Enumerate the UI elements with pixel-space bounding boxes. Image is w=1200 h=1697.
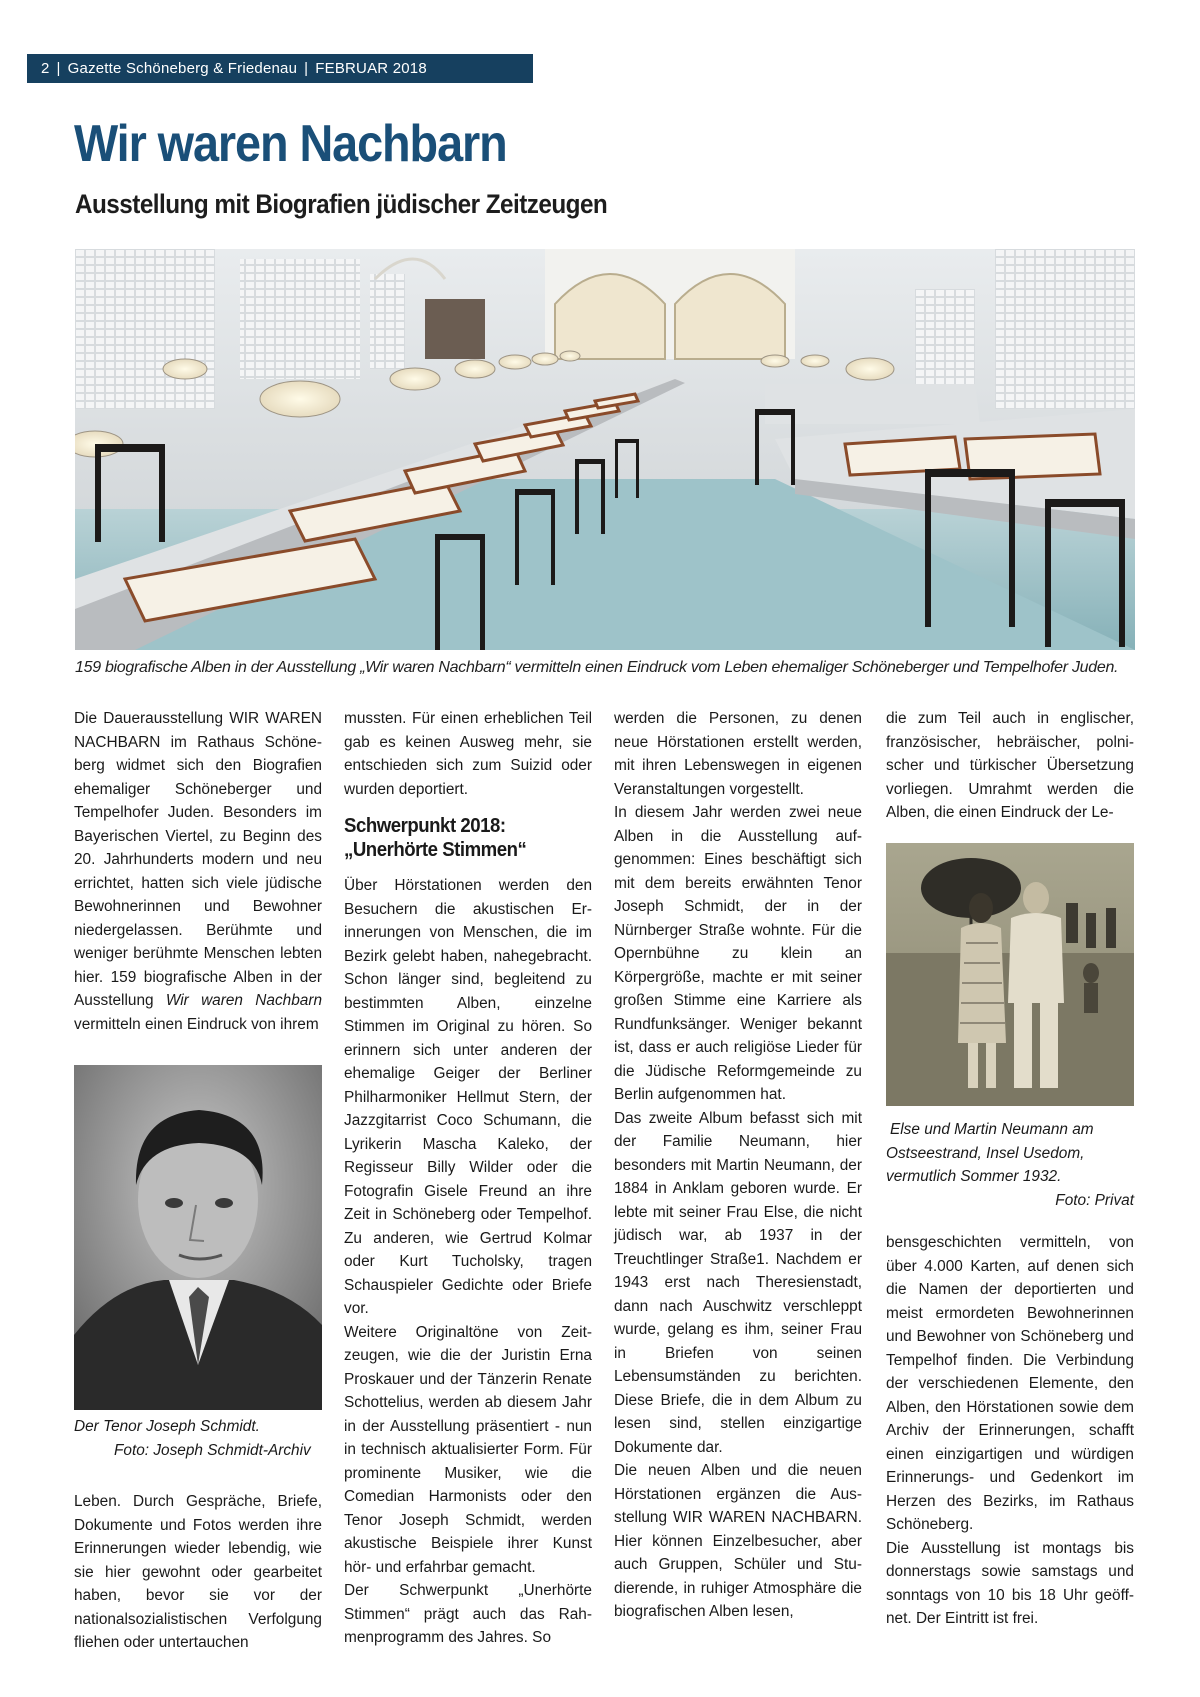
beach-photo-caption: [886, 1118, 1134, 1212]
beach-caption-line-1: Else und Martin Neumann am: [890, 1121, 1094, 1138]
article-column-3: [614, 707, 862, 1624]
col2-paragraph-2: Über Hörstationen werden den Besuchern die akustischen Erinnerungen von Menschen, die im Bezirk gelebt haben, nahegebracht. Schon länger sind, begleitend zu bestimmten Alben, einzelne Stimmen im Original zu hören. So erinnern sich unter anderen der ehemalige Geiger der Berliner Philharmoniker Hellmut Stern, der Jazzgitarrist Coco Schumann, die Lyrikerin Mascha Kaleko, der Regisseur Billy Wilder oder die Fotografin Gisele Freund an ihre Zeit in Schöneberg oder Tempelhof. Zu anderen, wie Gertrud Kolmar oder Kurt Tucholsky, tragen Schauspieler Gedichte oder Briefe vor.: [344, 877, 592, 1317]
col2-paragraph-3: Weitere Originaltöne von Zeitzeugen, wie die der Juristin Erna Proskauer und der Tänzerin Renate Schottelius, werden ab diesem Jahr in der Ausstellung präsentiert - nun in technisch aktualisierter Form. Für prominente Musiker, wie die Comedian Harmonists oder den Tenor Joseph Schmidt, werden akustische Beispiele ihrer Kunst hör- und erfahrbar gemacht.: [344, 1323, 592, 1576]
col1-text-a: Die Dauerausstellung WIR WAREN NACHBARN im Rathaus Schöneberg widmet sich den Biografien ehemaliger Schöneberger und Tempelhofer Juden. Besonders im Bayerischen Viertel, zu Beginn des 20. Jahrhunderts modern und neu errichtet, hatten sich viele jüdische Bewohnerinnen und Bewohner niedergelassen. Berühmte und weniger berühmte Menschen lebten hier. 159 biografische Alben in der Ausstellung: [74, 710, 322, 1009]
beach-caption-line-2: Ostseestrand, Insel Usedom,: [886, 1144, 1085, 1162]
col4-paragraph-1: die zum Teil auch in englischer, französischer, hebräischer, polnischer und türkischer Übersetzung vorliegen. Umrahmt werden die Alben, die einen Eindruck der Le-: [886, 710, 1134, 821]
separator: |: [304, 60, 309, 77]
article-column-4-continued: [886, 1231, 1134, 1631]
beach-caption-line-3: vermutlich Sommer 1932.: [886, 1168, 1062, 1185]
tenor-photo-credit: Foto: Joseph Schmidt-Archiv: [114, 1441, 311, 1459]
col2-paragraph-1: mussten. Für einen erheblichen Teil gab es keinen Ausweg mehr, sie entschieden sich zum Suizid oder wurden deportiert.: [344, 710, 592, 798]
page-header-bar: [27, 54, 533, 83]
col3-paragraph-2: In diesem Jahr werden zwei neue Alben in die Ausstellung aufgenommen: Eines beschäftigt sich mit dem bereits erwähnten Tenor Joseph Schmidt, der in der Nürnberger Straße wohnte. Für die Opernbühne zu klein an Körpergröße, machte er mit seiner großen Stimme eine Karriere als Rundfunksänger. Weniger bekannt ist, dass er auch religiöse Lieder für die Jüdische Reformgemeinde zu Berlin aufgenommen hat.: [614, 804, 862, 1103]
section-subtitle-line-2: „Unerhörte Stimmen“: [344, 839, 527, 861]
col4-paragraph-3: Die Ausstellung ist montags bis donnerstags sowie samstags und sonntags von 10 bis 18 Uhr geöffnet. Der Eintritt ist frei.: [886, 1539, 1134, 1627]
issue-date: FEBRUAR 2018: [315, 60, 427, 77]
exhibition-hall-photo: [75, 249, 1135, 650]
section-subtitle-line-1: Schwerpunkt 2018:: [344, 815, 506, 837]
col1-paragraph-continued: Leben. Durch Gespräche, Briefe, Dokumente und Fotos werden ihre Erinnerungen wieder lebendig, wie sie hier gewohnt oder gearbeitet haben, bevor sie vor der nationalsozialistischen Verfolgung fliehen oder untertauchen: [74, 1493, 322, 1651]
col3-paragraph-3: Das zweite Album befasst sich mit der Familie Neumann, hier besonders mit Martin Neumann, der 1884 in Anklam geboren wurde. Er lebte mit seiner Frau Else, die nicht jüdisch war, ab 1937 in der Treuchtlinger Straße1. Nachdem er 1943 erst nach Theresienstadt, dann nach Auschwitz verschleppt wurde, gelang es ihm, seiner Frau in Briefen von seinen Lebensumständen zu berichten. Diese Briefe, die in dem Album zu lesen sind, stellen einzigartige Dokumente dar.: [614, 1109, 862, 1456]
col3-paragraph-4: Die neuen Alben und die neuen Hörstationen ergänzen die Ausstellung WIR WAREN NACHBARN. Hier können Einzelbesucher, aber auch Gruppen, Schüler und Studierende, in ruhiger Atmosphäre die biografischen Alben lesen,: [614, 1462, 862, 1620]
publication-name: Gazette Schöneberg & Friedenau: [67, 60, 298, 77]
exhibition-title-emphasis: Wir waren Nachbarn: [165, 992, 322, 1009]
col1-paragraph-1: [74, 707, 322, 1036]
article-column-2: [344, 707, 592, 1650]
article-column-1: [74, 707, 322, 1036]
separator: |: [56, 60, 61, 77]
beach-photo-credit: Foto: Privat: [1055, 1191, 1134, 1209]
page-number: 2: [41, 60, 50, 77]
article-subheadline: Ausstellung mit Biografien jüdischer Zeitzeugen: [75, 189, 608, 219]
article-column-4: [886, 707, 1134, 825]
beach-couple-photo: [886, 843, 1134, 1106]
col1-text-b: vermitteln einen Eindruck von ihrem: [74, 1015, 319, 1033]
tenor-portrait-photo: [74, 1065, 322, 1410]
section-subtitle: [344, 814, 575, 862]
col3-paragraph-1: werden die Personen, zu denen neue Hörstationen erstellt werden, mit ihren Lebenswegen in eigenen Veranstaltungen vorgestellt.: [614, 710, 862, 798]
tenor-caption-text: Der Tenor Joseph Schmidt.: [74, 1418, 260, 1435]
hero-photo-caption: 159 biografische Alben in der Ausstellung „Wir waren Nachbarn“ vermitteln einen Eindruck vom Leben ehemaliger Schöneberger und Tempelhofer Juden.: [75, 659, 1119, 676]
article-headline: Wir waren Nachbarn: [74, 115, 507, 173]
tenor-photo-caption: [74, 1415, 322, 1462]
col2-paragraph-4: Der Schwerpunkt „Unerhörte Stimmen“ prägt auch das Rahmenprogramm des Jahres. So: [344, 1582, 592, 1646]
col4-paragraph-2: bensgeschichten vermitteln, von über 4.000 Karten, auf denen sich die Namen der deportierten und meist ermordeten Bewohnerinnen und Bewohner von Schöneberg und Tempelhof finden. Die Verbindung der verschiedenen Elemente, den Alben, den Hörstationen sowie dem Archiv der Erinnerungen, schafft einen einzigartigen und würdigen Erinnerungs- und Gedenkort im Herzen des Bezirks, im Rathaus Schöneberg.: [886, 1234, 1134, 1533]
